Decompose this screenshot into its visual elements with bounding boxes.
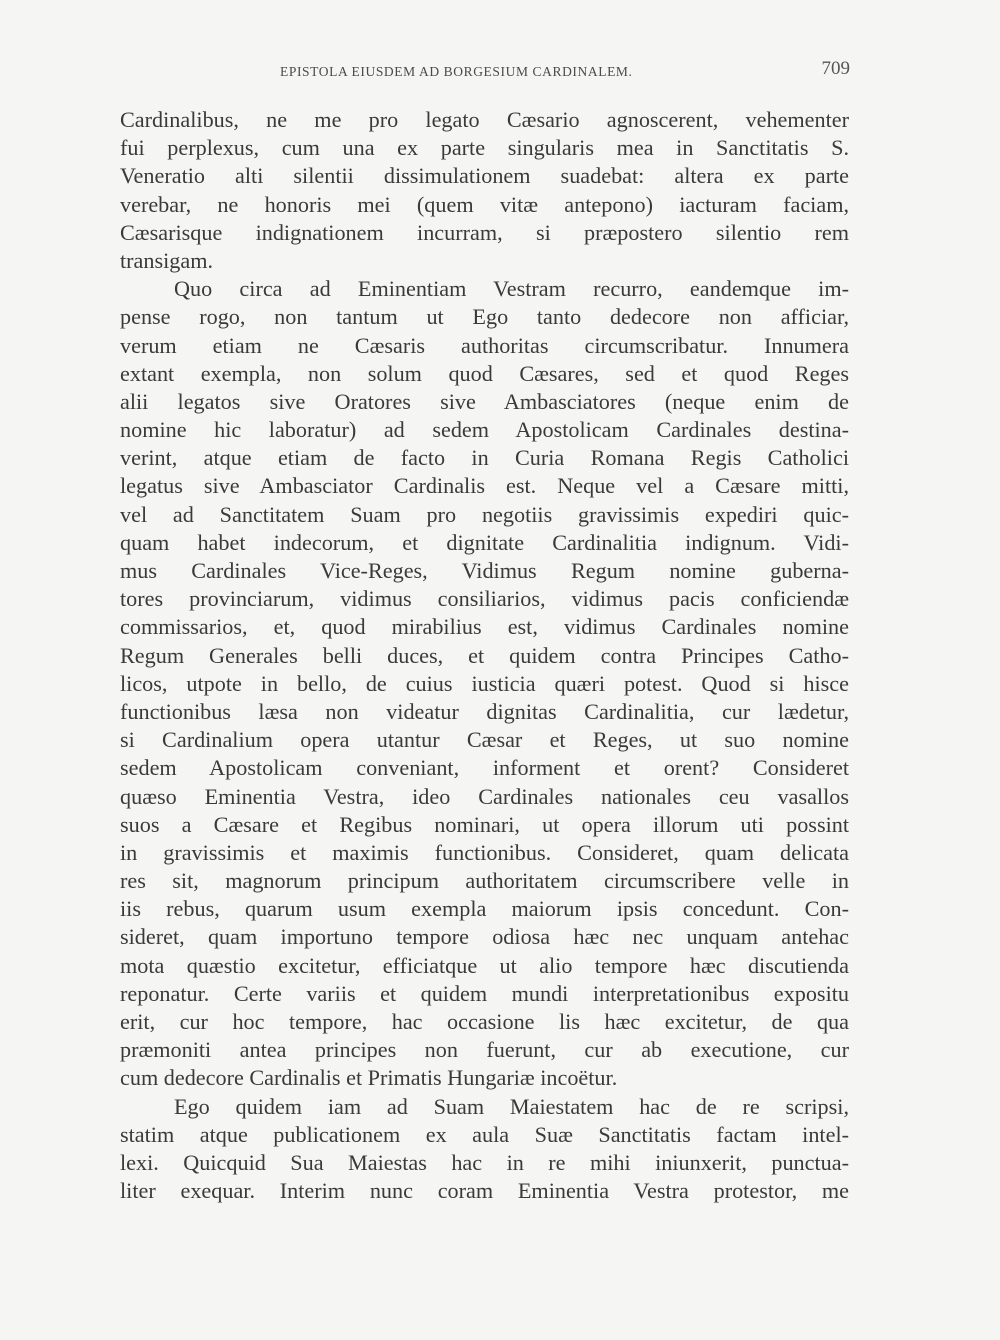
text-line: commissarios, et, quod mirabilius est, vidimus Cardinales nomine	[120, 614, 849, 640]
text-line: erit, cur hoc tempore, hac occasione lis hæc excitetur, de qua	[120, 1009, 849, 1034]
text-line: legatus sive Ambasciator Cardinalis est. Neque vel a Cæsare mitti,	[120, 473, 849, 499]
text-line: in gravissimis et maximis functionibus. Consideret, quam delicata	[120, 839, 849, 865]
text-line: extant exempla, non solum quod Cæsares, sed et quod Reges	[120, 360, 849, 386]
text-line: liter exequar. Interim nunc coram Eminentia Vestra protestor, me	[120, 1178, 849, 1204]
text-line: fui perplexus, cum una ex parte singularis mea in Sanctitatis S.	[120, 135, 849, 161]
text-line: functionibus læsa non videatur dignitas Cardinalitia, cur lædetur,	[120, 698, 849, 724]
text-line: nomine hic laboratur) ad sedem Apostolicam Cardinales destina-	[120, 417, 849, 443]
text-line: suos a Cæsare et Regibus nominari, ut opera illorum uti possint	[120, 811, 849, 837]
text-line: statim atque publicationem ex aula Suæ Sanctitatis factam intel-	[120, 1121, 849, 1147]
text-line: licos, utpote in bello, de cuius iusticia quæri potest. Quod si hisce	[120, 670, 849, 696]
text-line: Cardinalibus, ne me pro legato Cæsario agnoscerent, vehementer	[120, 107, 849, 132]
text-line: transigam.	[120, 247, 214, 273]
text-line: verebar, ne honoris mei (quem vitæ antepono) iacturam faciam,	[120, 191, 849, 217]
running-title: EPISTOLA EIUSDEM AD BORGESIUM CARDINALEM.	[280, 64, 633, 79]
text-line: mota quæstio excitetur, efficiatque ut alio tempore hæc discutienda	[120, 952, 849, 978]
text-line: Veneratio alti silentii dissimulationem suadebat: altera ex parte	[120, 163, 849, 189]
text-line: vel ad Sanctitatem Suam pro negotiis gravissimis expediri quic-	[120, 501, 849, 527]
body-text	[120, 106, 849, 1205]
running-header	[120, 60, 850, 90]
text-line: iis rebus, quarum usum exempla maiorum ipsis concedunt. Con-	[120, 896, 849, 922]
text-line: verint, atque etiam de facto in Curia Romana Regis Catholici	[120, 445, 849, 471]
text-line: tores provinciarum, vidimus consiliarios, vidimus pacis conficiendæ	[120, 586, 849, 612]
text-line: Ego quidem iam ad Suam Maiestatem hac de re scripsi,	[174, 1093, 849, 1119]
text-line: sideret, quam importuno tempore odiosa hæc nec unquam antehac	[120, 924, 849, 950]
text-line: sedem Apostolicam conveniant, informent et orent? Consideret	[120, 755, 849, 781]
text-line: alii legatos sive Oratores sive Ambasciatores (neque enim de	[120, 388, 849, 414]
text-line: pense rogo, non tantum ut Ego tanto dedecore non afficiar,	[120, 304, 849, 330]
text-line: cum dedecore Cardinalis et Primatis Hungariæ incoëtur.	[120, 1065, 618, 1091]
text-line: quæso Eminentia Vestra, ideo Cardinales nationales ceu vasallos	[120, 783, 849, 809]
text-line: reponatur. Certe variis et quidem mundi interpretationibus expositu	[120, 980, 849, 1006]
text-line: verum etiam ne Cæsaris authoritas circumscribatur. Innumera	[120, 332, 849, 358]
text-line: Cæsarisque indignationem incurram, si præpostero silentio rem	[120, 219, 849, 245]
text-line: mus Cardinales Vice-Reges, Vidimus Regum nomine guberna-	[120, 558, 849, 583]
text-line: res sit, magnorum principum authoritatem circumscribere velle in	[120, 868, 849, 894]
text-line: quam habet indecorum, et dignitate Cardinalitia indignum. Vidi-	[120, 529, 849, 555]
text-line: lexi. Quicquid Sua Maiestas hac in re mihi iniunxerit, punctua-	[120, 1149, 849, 1175]
text-line: præmoniti antea principes non fuerunt, cur ab executione, cur	[120, 1037, 849, 1063]
page-number: 709	[821, 58, 850, 79]
text-line: Regum Generales belli duces, et quidem contra Principes Catho-	[120, 642, 849, 668]
text-line: si Cardinalium opera utantur Cæsar et Reges, ut suo nomine	[120, 727, 849, 753]
text-line: Quo circa ad Eminentiam Vestram recurro, eandemque im-	[174, 276, 849, 302]
